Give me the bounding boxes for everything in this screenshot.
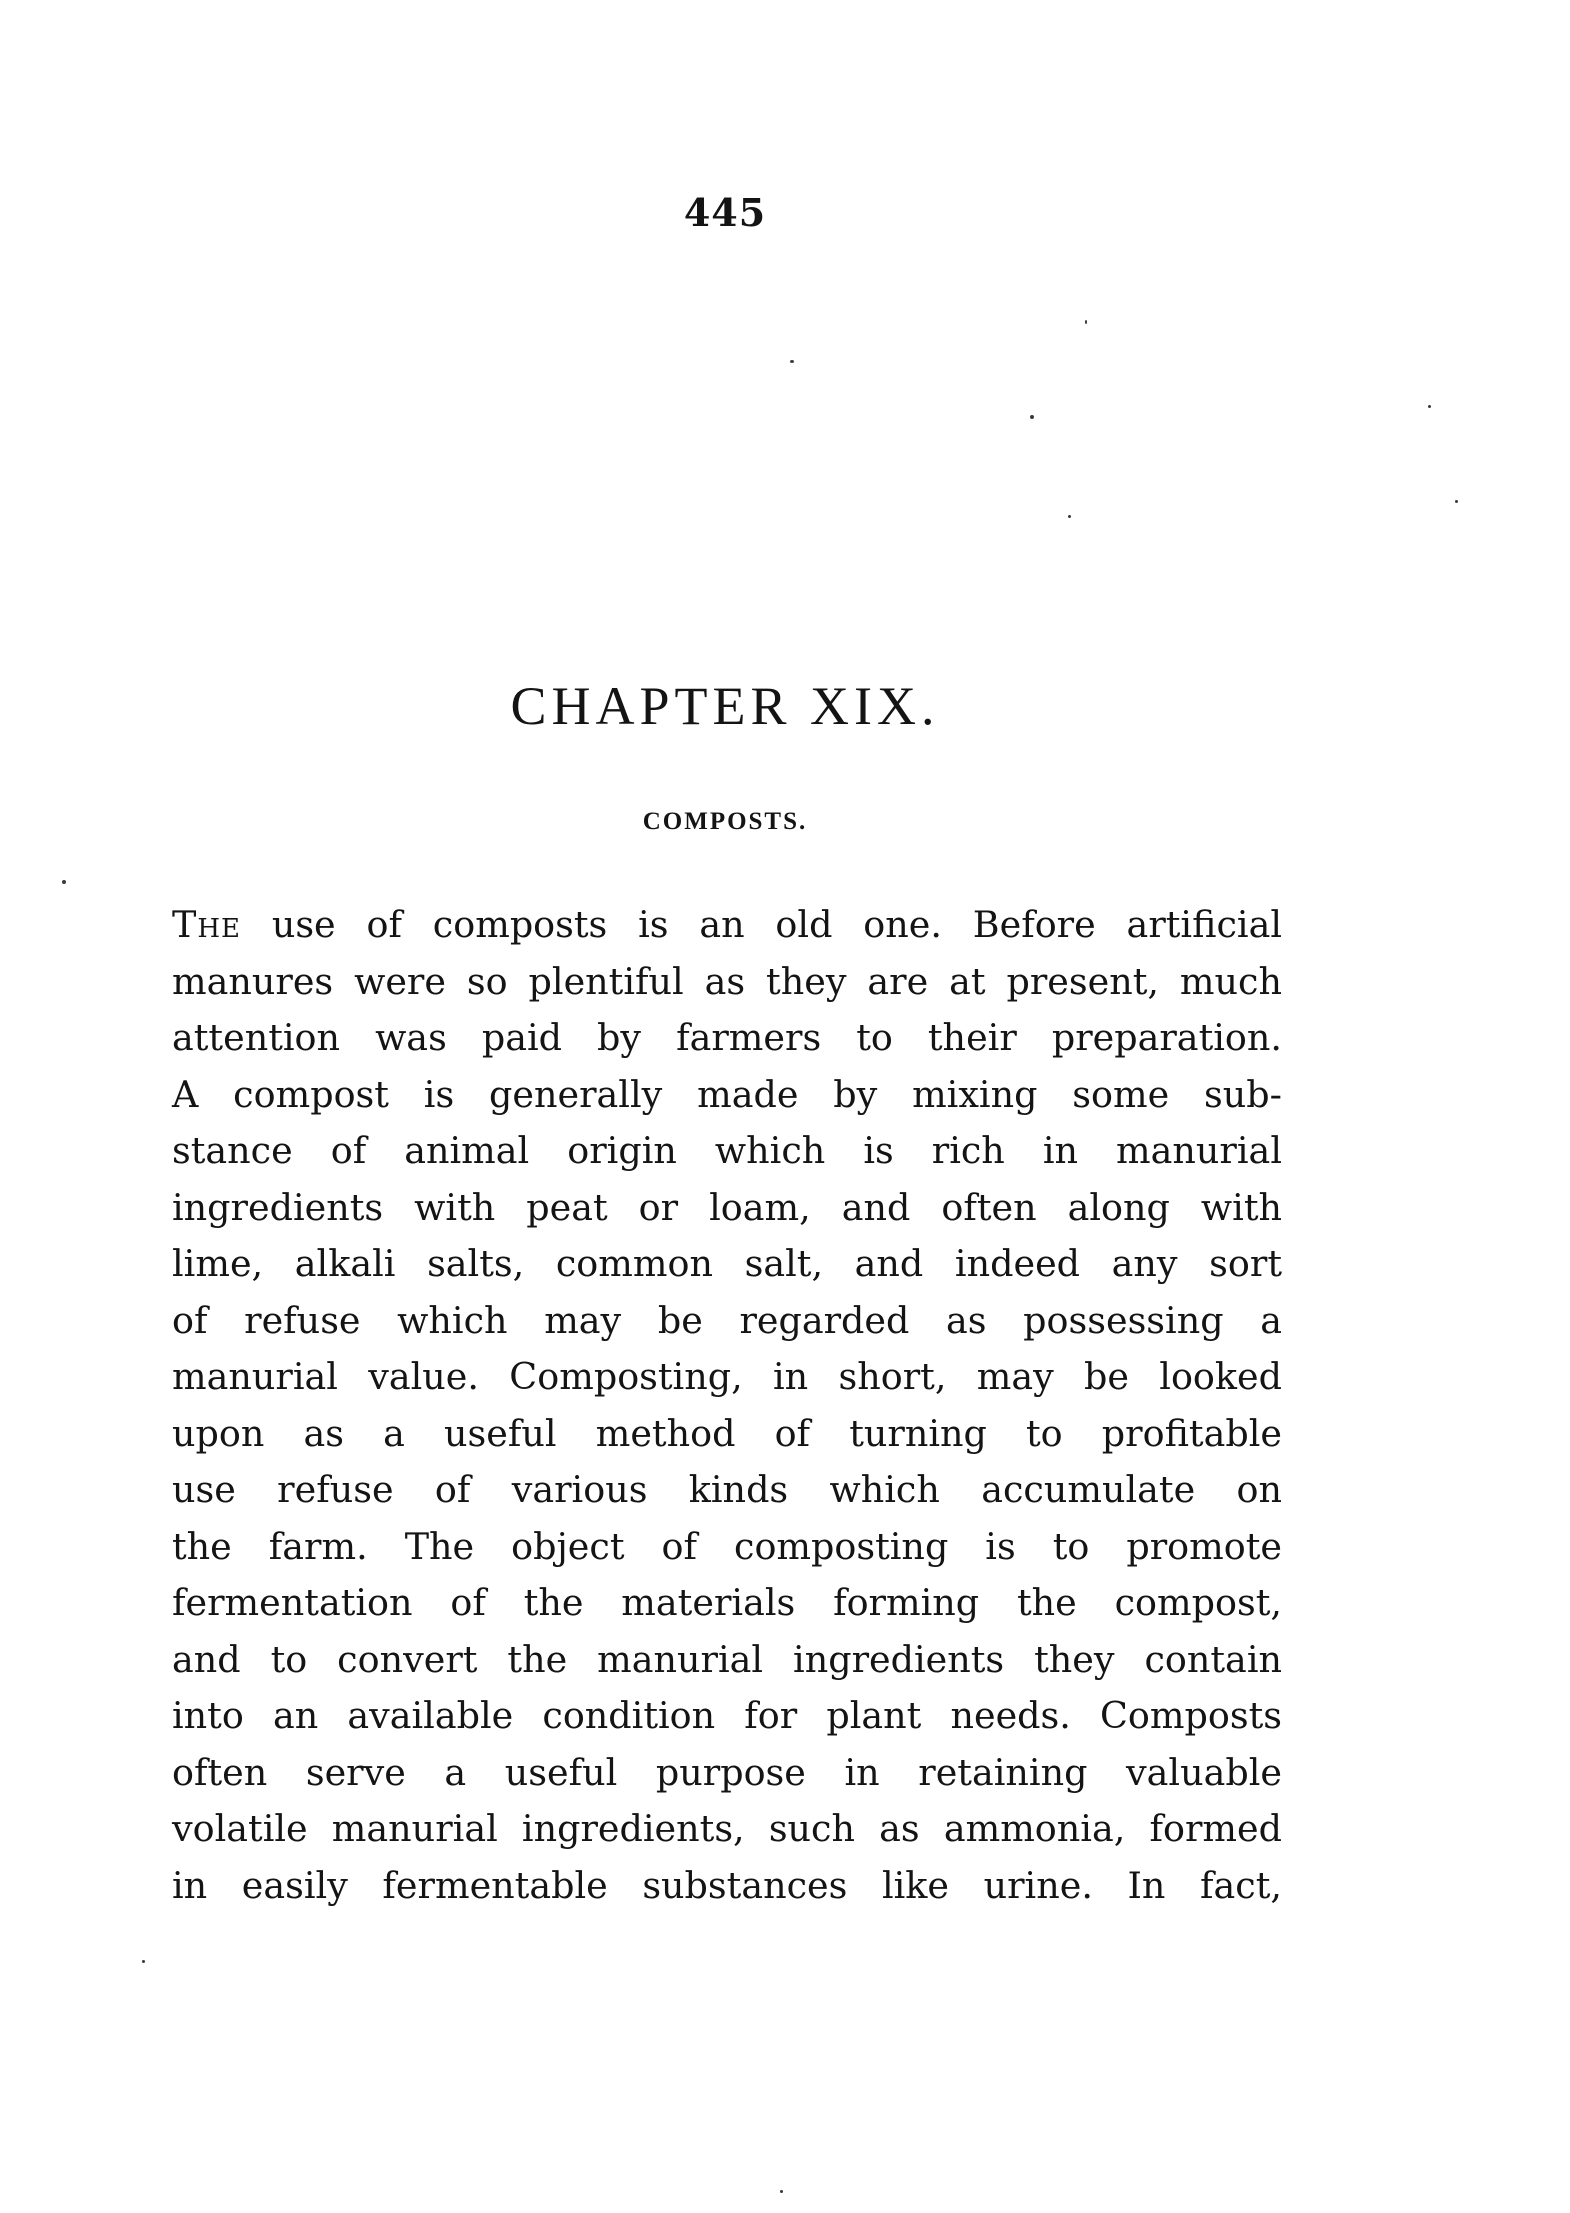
text-line: use refuse of various kinds which accumulate on bbox=[172, 1468, 1282, 1511]
text-line-content: use of composts is an old one. Before artificial bbox=[241, 903, 1282, 946]
scan-speck bbox=[790, 360, 794, 363]
section-title: COMPOSTS. bbox=[642, 808, 808, 835]
scan-speck bbox=[1068, 515, 1071, 518]
text-line: fermentation of the materials forming the compost, bbox=[172, 1581, 1282, 1624]
text-line: of refuse which may be regarded as possessing a bbox=[172, 1298, 1282, 1342]
text-line: into an available condition for plant needs. Composts bbox=[172, 1694, 1282, 1737]
scan-speck bbox=[62, 880, 66, 884]
text-line: the farm. The object of composting is to promote bbox=[172, 1524, 1282, 1568]
text-line: and to convert the manurial ingredients they contain bbox=[172, 1637, 1282, 1681]
scan-speck bbox=[1030, 415, 1034, 419]
text-line: in easily fermentable substances like urine. In fact, bbox=[172, 1863, 1282, 1907]
scan-speck bbox=[780, 2190, 783, 2193]
chapter-title: CHAPTER XIX. bbox=[510, 676, 940, 736]
page-number: 445 bbox=[683, 190, 767, 235]
text-line: manures were so plentiful as they are at present, much bbox=[172, 959, 1282, 1003]
text-line: manurial value. Composting, in short, may be looked bbox=[172, 1355, 1282, 1398]
scan-speck bbox=[1455, 500, 1458, 503]
scan-speck bbox=[142, 1960, 145, 1963]
text-line: upon as a useful method of turning to profitable bbox=[172, 1411, 1282, 1455]
scan-speck bbox=[1085, 320, 1087, 324]
body-paragraph bbox=[172, 897, 1282, 1914]
text-line: volatile manurial ingredients, such as ammonia, formed bbox=[172, 1807, 1282, 1850]
text-line: stance of animal origin which is rich in manurial bbox=[172, 1129, 1282, 1172]
scan-speck bbox=[1428, 405, 1431, 408]
text-line: attention was paid by farmers to their preparation. bbox=[172, 1016, 1282, 1059]
opening-word: The bbox=[172, 903, 241, 946]
text-line bbox=[172, 897, 1282, 954]
text-line: often serve a useful purpose in retaining valuable bbox=[172, 1750, 1282, 1794]
text-line: lime, alkali salts, common salt, and indeed any sort bbox=[172, 1242, 1282, 1285]
text-line: A compost is generally made by mixing some sub- bbox=[172, 1072, 1282, 1116]
text-line: ingredients with peat or loam, and often along with bbox=[172, 1185, 1282, 1229]
